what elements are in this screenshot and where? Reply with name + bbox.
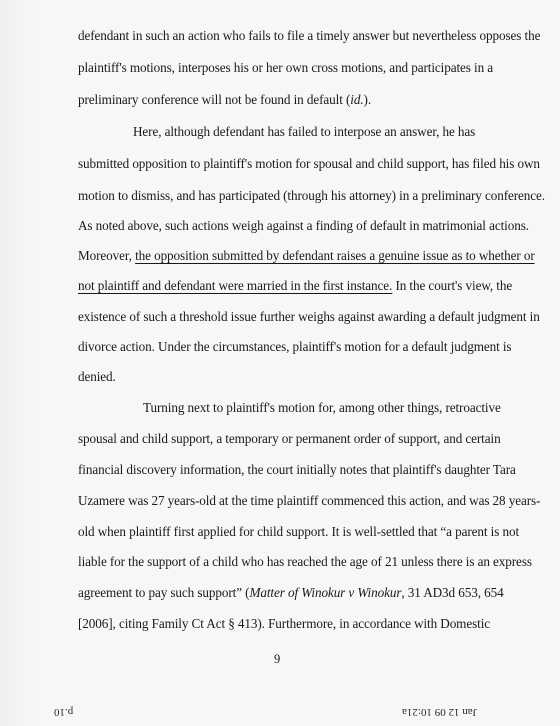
fax-page-id: p.10 [54, 706, 74, 718]
underlined-passage: not plaintiff and defendant were married in the first instance. [78, 278, 393, 293]
text-line: motion to dismiss, and has participated (through his attorney) in a preliminary conference. [78, 188, 545, 203]
text-line: spousal and child support, a temporary or permanent order of support, and certain [78, 431, 501, 446]
text-line: denied. [78, 369, 116, 384]
text-line: not plaintiff and defendant were married in the first instance. In the court's view, the [78, 278, 513, 293]
text-line: defendant in such an action who fails to file a timely answer but nevertheless opposes the [78, 28, 541, 43]
page-number: 9 [274, 652, 281, 666]
text-line: financial discovery information, the court initially notes that plaintiff's daughter Tara [78, 462, 516, 477]
text-line: liable for the support of a child who has reached the age of 21 unless there is an express [78, 554, 532, 569]
text-line: divorce action. Under the circumstances, plaintiff's motion for a default judgment is [78, 339, 512, 354]
text-line: Moreover, the opposition submitted by defendant raises a genuine issue as to whether or [78, 248, 535, 263]
underlined-passage: the opposition submitted by defendant raises a genuine issue as to whether or [135, 248, 535, 263]
text-line: preliminary conference will not be found in default (id.). [78, 92, 372, 107]
text-line: agreement to pay such support” (Matter of Winokur v Winokur, 31 AD3d 653, 654 [78, 585, 504, 600]
text-line: existence of such a threshold issue further weighs against awarding a default judgment in [78, 309, 540, 324]
text-line: submitted opposition to plaintiff's motion for spousal and child support, has filed his own [78, 156, 540, 171]
text-line: Here, although defendant has failed to interpose an answer, he has [133, 124, 476, 139]
text-line: [2006], citing Family Ct Act § 413). Furthermore, in accordance with Domestic [78, 616, 491, 631]
text-line: plaintiff's motions, interposes his or her own cross motions, and participates in a [78, 60, 494, 75]
text-line: old when plaintiff first applied for child support. It is well-settled that “a parent is not [78, 524, 520, 539]
text-line: Uzamere was 27 years-old at the time plaintiff commenced this action, and was 28 years- [78, 493, 541, 508]
scan-shadow [0, 0, 38, 726]
fax-date-stamp: Jan 12 09 10:21a [402, 706, 477, 718]
text-line: As noted above, such actions weigh against a finding of default in matrimonial actions. [78, 218, 529, 233]
text-line: Turning next to plaintiff's motion for, among other things, retroactive [143, 400, 501, 415]
